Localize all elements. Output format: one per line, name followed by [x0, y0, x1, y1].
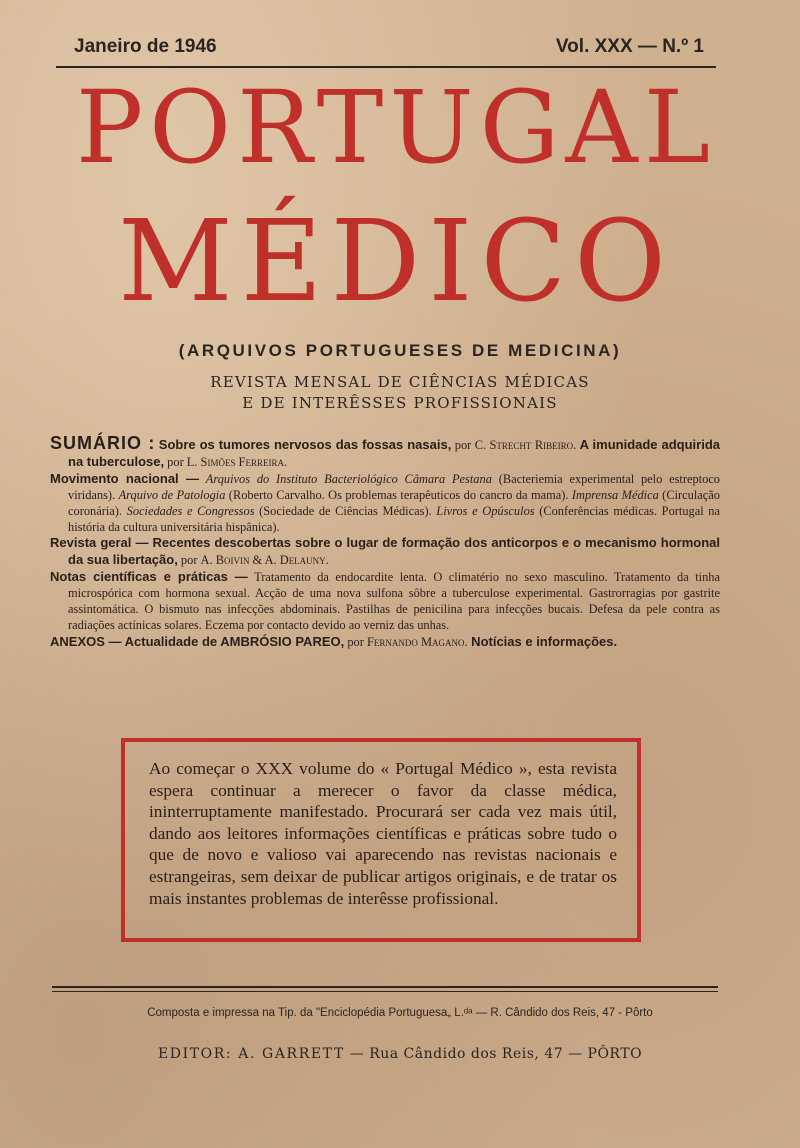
anexos-label: ANEXOS — Actualidade de AMBRÓSIO PAREO,	[50, 633, 345, 649]
revista-by: por	[177, 553, 201, 568]
anexos-author: Fernando Magano.	[366, 634, 468, 649]
revista-label: Revista geral — Recentes descobertas sobre o lugar de formação dos anticorpos e o mecanismo hormonal da sua libertação,	[50, 535, 720, 568]
editor-line	[60, 1046, 740, 1062]
editorial-notice-box	[121, 738, 641, 942]
article1-title: Sobre os tumores nervosos das fossas nasais,	[158, 437, 452, 452]
movimento-label: Movimento nacional —	[50, 470, 199, 486]
magazine-subtitle: (ARQUIVOS PORTUGUESES DE MEDICINA)	[178, 341, 622, 360]
footer-rule-thin	[52, 991, 718, 992]
noticias-label: Notícias e informações.	[467, 633, 618, 649]
magazine-title-line2: MÉDICO	[118, 197, 674, 327]
table-of-contents	[50, 433, 720, 651]
sumario-label: SUMÁRIO :	[50, 433, 156, 453]
anexos-by: por	[344, 634, 367, 649]
contents-anexos	[50, 634, 720, 651]
movimento-journal5: Livros e Opúsculos	[436, 503, 535, 518]
editor-address: — Rua Cândido dos Reis, 47 — PÔRTO	[344, 1046, 643, 1062]
volume-number: Vol. XXX — N.º 1	[555, 36, 704, 57]
magazine-title-line1: PORTUGAL	[75, 69, 717, 186]
header-rule	[56, 66, 716, 68]
issue-date: Janeiro de 1946	[74, 36, 217, 57]
contents-revista	[50, 535, 720, 569]
article1-author: C. Strecht Ribeiro.	[474, 438, 577, 452]
editorial-notice-text: Ao começar o XXX volume do « Portugal Médico », esta revista espera continuar a merecer o favor da classe médica, ininterruptamente manifestado. Procurará ser cada vez mais útil, dando aos leitores informações científicas e práticas sobre tudo o que de novo e valioso vai aparecendo nas revistas nacionais e estrangeiras, sem deixar de publicar artigos originais, e de tratar os mais instantes problemas de interêsse profissional.	[149, 759, 617, 908]
movimento-text4: (Sociedade de Ciências Médicas).	[254, 503, 437, 518]
printer-imprint: Composta e impressa na Tip. da "Enciclopédia Portuguesa„ L.ᵈᵃ — R. Cândido dos Reis, 47 - Pôrto	[147, 1007, 653, 1019]
article1-by: por	[451, 438, 475, 452]
movimento-text5: (Conferências médicas. Portugal na história da cultura universitária hispânica).	[68, 503, 720, 534]
article2-by: por	[164, 454, 187, 469]
notas-text: Tratamento da endocardite lenta. O climatério no sexo masculino. Tratamento da tinha microspórica com hormona sexual. Acção de uma nova sulfona sôbre a tuberculose experimental. Gastrorragias por gastrite assintomática. O bismuto nas infecções abdominais. Pastilhas de penicilina para infecções bucais. Defesa da pele contra as radiações actínicas solares. Eczema por contacto devido ao verniz das unhas.	[68, 570, 720, 632]
article2-author: L. Simões Ferreira.	[186, 454, 288, 469]
movimento-journal1: Arquivos do Instituto Bacteriológico Câmara Pestana	[205, 471, 492, 486]
movimento-journal3: Imprensa Médica	[571, 487, 659, 502]
header-row	[74, 36, 704, 62]
movimento-text3: (Circulação coronária).	[68, 487, 720, 518]
movimento-journal4: Sociedades e Congressos	[126, 503, 255, 518]
revista-author: A. Boivin & A. Delauny.	[200, 553, 329, 568]
contents-notas	[50, 569, 720, 634]
contents-movimento	[50, 471, 720, 536]
notas-label: Notas científicas e práticas —	[50, 569, 248, 585]
tagline-line1: REVISTA MENSAL DE CIÊNCIAS MÉDICAS	[210, 373, 590, 391]
movimento-text1: (Bacteriemia experimental pelo estreptoco viridans).	[68, 471, 720, 502]
footer-rule-thick	[52, 986, 718, 988]
movimento-journal2: Arquivo de Patologia	[118, 487, 226, 502]
article2-title: A imunidade adquirida na tuberculose,	[68, 437, 720, 469]
editor-label: EDITOR: A. GARRETT	[157, 1046, 345, 1062]
tagline-line2: E DE INTERÊSSES PROFISSIONAIS	[242, 394, 558, 412]
contents-sumario	[50, 433, 720, 471]
movimento-text2: (Roberto Carvalho. Os problemas terapêuticos do cancro da mama).	[225, 487, 572, 502]
